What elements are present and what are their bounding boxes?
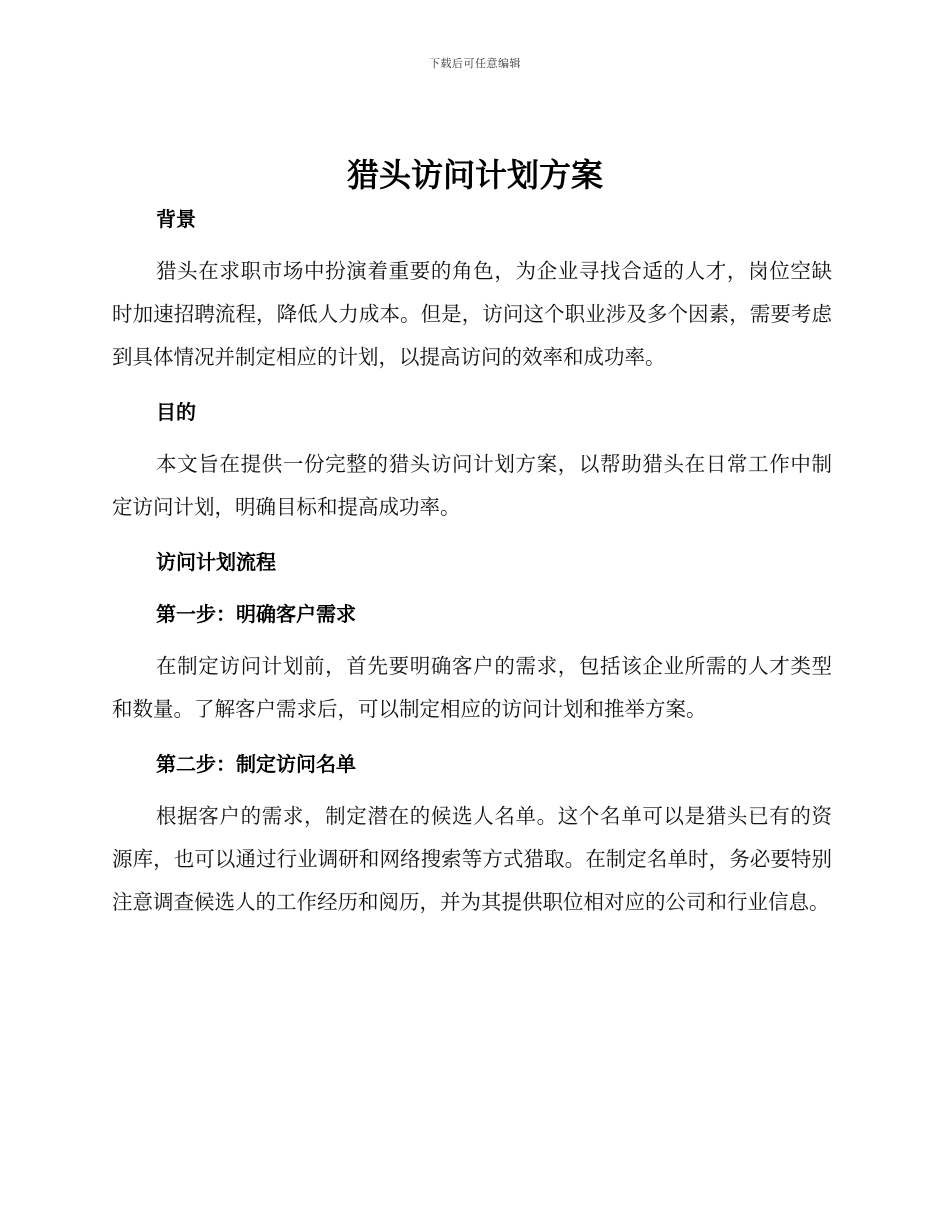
paragraph-purpose: 本文旨在提供一份完整的猎头访问计划方案，以帮助猎头在日常工作中制定访问计划，明确目标和提高成功率。: [112, 452, 832, 519]
section-heading-background: 背景: [156, 207, 196, 231]
section-heading-step-two: 第二步：制定访问名单: [156, 752, 356, 776]
section-heading-step-one: 第一步：明确客户需求: [156, 602, 356, 626]
paragraph-step-two: 根据客户的需求，制定潜在的候选人名单。这个名单可以是猎头已有的资源库，也可以通过行业调研和网络搜索等方式猎取。在制定名单时，务必要特别注意调查候选人的工作经历和阅历，并为其提供职位相对应的公司和行业信息。: [112, 804, 832, 914]
header-note: 下载后可任意编辑: [429, 57, 521, 70]
paragraph-step-one: 在制定访问计划前，首先要明确客户的需求，包括该企业所需的人才类型和数量。了解客户需求后，可以制定相应的访问计划和推举方案。: [112, 654, 832, 721]
document-body: [112, 200, 832, 924]
paragraph-background: 猎头在求职市场中扮演着重要的角色，为企业寻找合适的人才，岗位空缺时加速招聘流程，降低人力成本。但是，访问这个职业涉及多个因素，需要考虑到具体情况并制定相应的计划，以提高访问的效率和成功率。: [112, 259, 832, 369]
document-title: 猎头访问计划方案: [346, 156, 603, 194]
section-heading-process: 访问计划流程: [156, 550, 276, 574]
section-heading-purpose: 目的: [156, 400, 196, 424]
